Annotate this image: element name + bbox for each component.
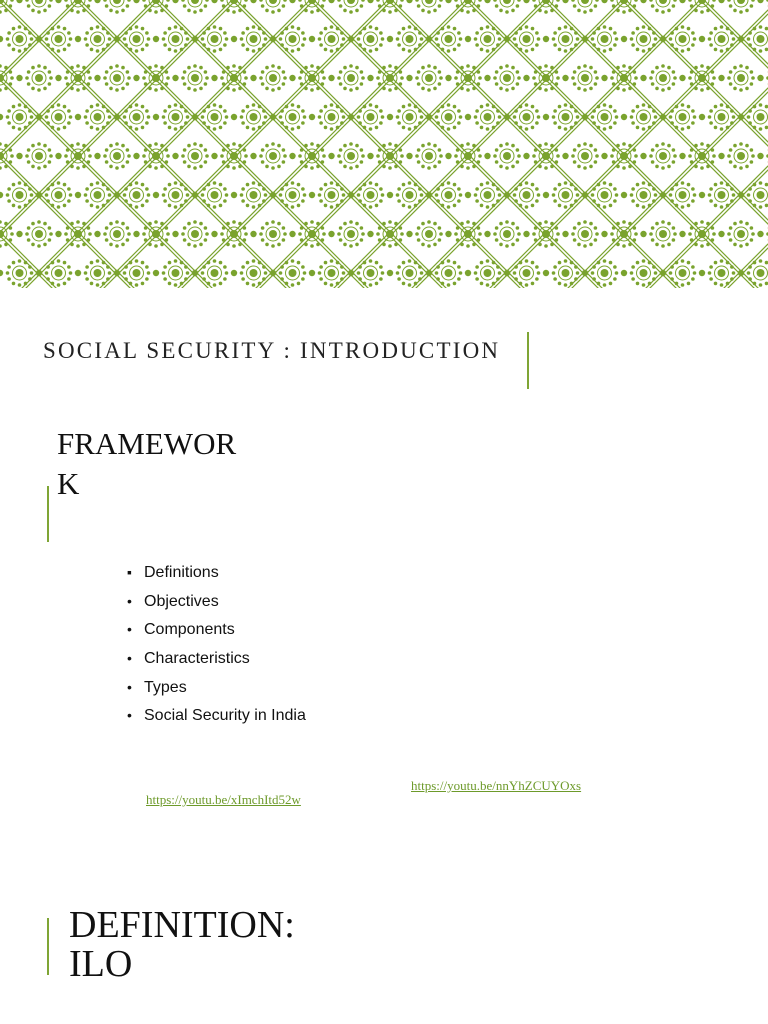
bullet-text: Characteristics (144, 650, 250, 668)
framework-bullet-list (127, 559, 306, 731)
square-bullet-icon: ▪ (127, 564, 132, 580)
dot-bullet-icon: • (127, 621, 132, 638)
list-item (127, 588, 306, 617)
dot-bullet-icon: • (127, 592, 132, 609)
list-item (127, 645, 306, 674)
youtube-link-1[interactable]: https://youtu.be/xImchItd52w (146, 792, 301, 807)
bullet-text: Social Security in India (144, 707, 306, 725)
bullet-text: Types (144, 678, 187, 696)
definition-heading-line2: ILO (69, 943, 133, 985)
slide-title: SOCIAL SECURITY : INTRODUCTION (43, 338, 501, 363)
dot-bullet-icon: • (127, 707, 132, 724)
bullet-text: Definitions (144, 564, 219, 581)
pattern-lattice (0, 0, 768, 288)
decorative-pattern-banner (0, 0, 768, 288)
bullet-text: Components (144, 621, 235, 639)
dot-bullet-icon: • (127, 678, 132, 695)
dot-bullet-icon: • (127, 650, 132, 667)
definition-heading (69, 906, 329, 984)
pattern-graphic (0, 0, 768, 288)
list-item (127, 559, 306, 588)
list-item (127, 674, 306, 703)
title-accent-rule (527, 332, 529, 389)
framework-accent-rule (47, 486, 49, 542)
bullet-text: Objectives (144, 592, 219, 610)
definition-accent-rule (47, 918, 49, 975)
list-item (127, 702, 306, 731)
framework-heading: FRAMEWORK (57, 426, 237, 501)
definition-heading-line1: DEFINITION: (69, 904, 295, 946)
youtube-link-2[interactable]: https://youtu.be/nnYhZCUYOxs (411, 778, 582, 793)
list-item (127, 616, 306, 645)
